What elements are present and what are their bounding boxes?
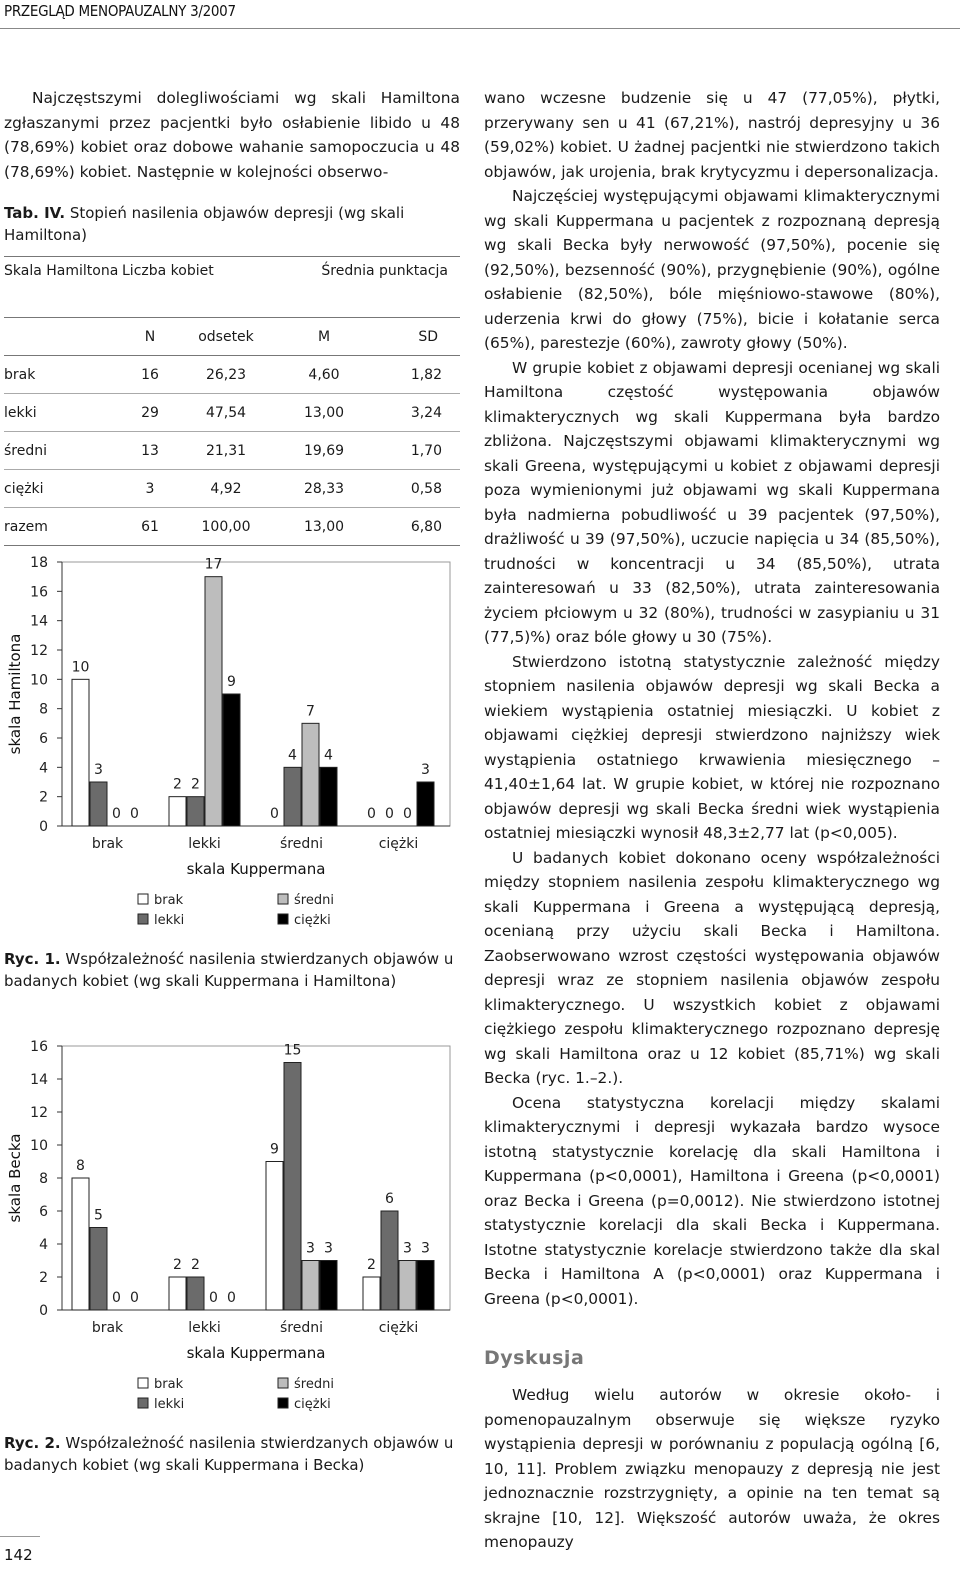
data-label: 10 <box>71 659 90 676</box>
data-label: 0 <box>209 1290 218 1306</box>
bar <box>169 1277 186 1310</box>
bar <box>187 797 204 826</box>
chart-1-container <box>4 548 460 992</box>
data-label: 2 <box>173 776 182 793</box>
legend-label: ciężki <box>294 913 331 928</box>
data-label: 0 <box>112 1290 121 1306</box>
x-tick-label: ciężki <box>378 1320 419 1336</box>
subheader-m: M <box>274 318 374 356</box>
legend-label: średni <box>294 1377 334 1392</box>
data-label: 0 <box>403 806 412 822</box>
bar <box>90 782 107 826</box>
row-m: 28,33 <box>274 470 374 508</box>
chart-1 <box>4 548 460 938</box>
table-row <box>4 394 460 432</box>
depression-table <box>4 257 460 546</box>
journal-title: PRZEGLĄD MENOPAUZALNY 3/2007 <box>4 2 236 20</box>
right-paragraph: Ocena statystyczna korelacji między skalami klimakterycznymi i depresji wykazała bardzo wysoce istotną statystycznie korelację dla skali Hamiltona i Kuppermana (p<0,0001), Hamiltona i Greena (p<0,0001) oraz Becka i Greena (p=0,0012). Nie stwierdzono istotnej statystycznie korelacji dla skali Becka i Kuppermana. Istotne statystycznie korelacje stwierdzono także dla skal Becka i Hamiltona A (p<0,0001) oraz Kuppermana i Greena (p<0,0001). <box>484 1093 940 1308</box>
data-label: 9 <box>227 674 236 690</box>
y-tick-label: 0 <box>39 1303 48 1319</box>
data-label: 5 <box>94 1207 103 1224</box>
y-tick-label: 6 <box>39 731 48 747</box>
data-label: 6 <box>385 1191 394 1207</box>
data-label: 8 <box>76 1158 85 1174</box>
right-paragraph: Najczęściej występującymi objawami klimakterycznymi wg skali Kuppermana u pacjentek z rozpoznaną depresją wg skali Becka były nerwowość (97,50%), pocenie się (92,50%), bezsenność (90%), przygnębienie (90%), ogólne osłabienie (82,50%), bóle mięśniowo-stawowe (80%), uderzenia krwi do głowy (75%), bicie i kołatanie serca (65%), parestezje (60%), zawroty głowy (50%). <box>484 187 940 352</box>
discussion-paragraph: Według wielu autorów w okresie około- i pomenopauzalnym obserwuje się większe ryzyko wystąpienia depresji w porównaniu z populacją ogólną [6, 10, 11]. Problem związku menopauzy z depresją nie jest jednoznacznie rozstrzygnięty, a opinie na ten temat są skrajne [10, 12]. Większość autorów uważa, że okres menopauzy <box>484 1386 940 1551</box>
data-label: 3 <box>324 1240 333 1257</box>
y-tick-label: 10 <box>30 672 48 689</box>
legend-swatch <box>278 1398 288 1408</box>
legend-label: średni <box>294 893 334 908</box>
table-row <box>4 470 460 508</box>
subheader-n: N <box>122 318 178 356</box>
row-label: lekki <box>4 394 122 432</box>
legend-swatch <box>278 894 288 904</box>
x-tick-label: średni <box>279 1320 324 1336</box>
x-tick-label: brak <box>91 1320 124 1336</box>
x-tick-label: ciężki <box>378 836 419 852</box>
table-caption-text: Stopień nasilenia objawów depresji (wg skali Hamiltona) <box>4 204 405 244</box>
row-m: 13,00 <box>274 394 374 432</box>
section-heading: Dyskusja <box>484 1347 585 1369</box>
legend-swatch <box>278 1378 288 1388</box>
chart-2-caption-label: Ryc. 2. <box>4 1434 61 1452</box>
table-caption <box>4 202 460 246</box>
row-n: 13 <box>122 432 178 470</box>
table-row <box>4 356 460 394</box>
bar <box>399 1261 416 1311</box>
data-label: 3 <box>403 1240 412 1257</box>
legend-label: lekki <box>154 1397 185 1412</box>
y-tick-label: 12 <box>30 643 48 659</box>
footer-rule <box>0 1536 40 1537</box>
data-label: 3 <box>306 1240 315 1257</box>
y-tick-label: 2 <box>39 1270 48 1286</box>
row-n: 29 <box>122 394 178 432</box>
row-sd: 0,58 <box>374 470 460 508</box>
y-tick-label: 14 <box>30 613 48 630</box>
bar <box>90 1228 107 1311</box>
row-pct: 4,92 <box>178 470 274 508</box>
y-tick-label: 6 <box>39 1204 48 1220</box>
row-n: 3 <box>122 470 178 508</box>
y-tick-label: 16 <box>30 584 48 601</box>
row-label: razem <box>4 508 122 546</box>
legend-label: ciężki <box>294 1397 331 1412</box>
subheader-sd: SD <box>374 318 460 356</box>
row-n: 16 <box>122 356 178 394</box>
bar <box>417 782 434 826</box>
page-header <box>0 0 960 29</box>
data-label: 2 <box>191 776 200 793</box>
chart-2 <box>4 1032 460 1422</box>
chart-1-caption-label: Ryc. 1. <box>4 950 61 968</box>
table-subheader-row <box>4 318 460 356</box>
y-tick-label: 16 <box>30 1039 48 1055</box>
row-sd: 1,70 <box>374 432 460 470</box>
row-pct: 47,54 <box>178 394 274 432</box>
bar <box>320 1261 337 1311</box>
bar <box>302 723 319 826</box>
data-label: 17 <box>204 556 223 573</box>
data-label: 0 <box>130 1290 139 1306</box>
chart-1-caption <box>4 948 460 992</box>
right-column <box>484 86 940 1555</box>
legend-swatch <box>138 1378 148 1388</box>
y-tick-label: 18 <box>30 555 48 571</box>
y-tick-label: 8 <box>39 1171 48 1187</box>
data-label: 4 <box>324 747 333 764</box>
data-label: 0 <box>385 806 394 822</box>
data-label: 2 <box>367 1257 376 1273</box>
y-tick-label: 12 <box>30 1105 48 1121</box>
row-n: 61 <box>122 508 178 546</box>
legend-swatch <box>278 914 288 924</box>
header-scale: Skala Hamiltona <box>4 257 122 318</box>
table-row <box>4 432 460 470</box>
data-label: 2 <box>173 1257 182 1273</box>
data-label: 4 <box>288 747 297 764</box>
right-paragraph: W grupie kobiet z objawami depresji ocenianej wg skali Hamiltona częstość występowania objawów klimakterycznych wg skali Kuppermana była bardzo zbliżona. Najczęstszymi objawami klimakterycznymi wg skali Greena, występującymi u kobiet z objawami depresji poza wymienionymi już objawami wg skali Kuppermana była nadmierna pobudliwość u 39 pacjentek (97,50%), drażliwość u 39 (97,50%), uczucie napięcia u 34 (85,50%), trudności w koncentracji u 34 (85,50%), utrata zainteresowań u 33 (82,50%), utrata zainteresowania życiem płciowym u 32 (80%), trudności w zasypianiu u 31 (77,5)%) oraz bóle głowy u 30 (75%). <box>484 358 940 646</box>
row-pct: 100,00 <box>178 508 274 546</box>
chart-1-caption-text: Współzależność nasilenia stwierdzanych objawów u badanych kobiet (wg skali Kuppermana i Hamiltona) <box>4 950 454 990</box>
x-tick-label: brak <box>91 836 124 852</box>
row-pct: 21,31 <box>178 432 274 470</box>
bar <box>187 1277 204 1310</box>
table-caption-label: Tab. IV. <box>4 204 66 222</box>
data-label: 3 <box>421 1240 430 1257</box>
x-tick-label: średni <box>279 836 324 852</box>
legend-label: brak <box>154 893 184 908</box>
bar <box>381 1211 398 1310</box>
y-tick-label: 8 <box>39 701 48 718</box>
y-tick-label: 0 <box>39 819 48 835</box>
data-label: 0 <box>270 806 279 822</box>
y-tick-label: 14 <box>30 1072 48 1088</box>
chart-2-container <box>4 1032 460 1476</box>
data-label: 0 <box>130 806 139 822</box>
y-axis-label: skala Hamiltona <box>6 633 24 755</box>
bar <box>223 694 240 826</box>
table-row <box>4 508 460 546</box>
y-tick-label: 2 <box>39 789 48 806</box>
bar <box>169 797 186 826</box>
data-label: 0 <box>112 806 121 822</box>
right-paragraph: U badanych kobiet dokonano oceny współzależności między stopniem nasilenia zespołu klimakterycznego wg skali Kuppermana i Greena a występującą depresją, ocenianą przy użyciu skali Becka i Hamiltona. Zaobserwowano wzrost częstości występowania objawów depresji wraz ze stopniem nasilenia objawów zespołu klimakterycznego. U wszystkich kobiet z objawami ciężkiego zespołu klimakterycznego rozpoznano depresję wg skali Hamiltona oraz u 12 kobiet (85,71%) wg skali Becka (ryc. 1.–2.). <box>484 848 940 1087</box>
row-sd: 6,80 <box>374 508 460 546</box>
data-label: 0 <box>227 1290 236 1306</box>
x-tick-label: lekki <box>188 1320 221 1336</box>
right-paragraph: Stwierdzono istotną statystycznie zależność między stopniem nasilenia objawów depresji wg skali Becka a wiekiem wystąpienia ostatniej miesiączki. U kobiet z objawami ciężkiej depresji stwierdzono najniższy wiek wystąpienia ostatniego krwawienia miesięcznego – 41,40±1,64 lat. W grupie kobiet, w której nie rozpoznano objawów depresji wg skali Becka średni wiek wystąpienia ostatniej miesiączki wynosił 48,3±2,77 lat (p<0,005). <box>484 652 940 842</box>
row-pct: 26,23 <box>178 356 274 394</box>
bar <box>320 767 337 826</box>
row-m: 13,00 <box>274 508 374 546</box>
y-axis-label: skala Becka <box>6 1133 24 1223</box>
legend-swatch <box>138 894 148 904</box>
y-tick-label: 4 <box>39 760 48 777</box>
page-number: 142 <box>4 1546 33 1564</box>
chart-2-caption <box>4 1432 460 1476</box>
row-m: 4,60 <box>274 356 374 394</box>
bar <box>417 1261 434 1311</box>
bar <box>363 1277 380 1310</box>
row-label: ciężki <box>4 470 122 508</box>
bar <box>284 1063 301 1311</box>
row-label: średni <box>4 432 122 470</box>
x-tick-label: lekki <box>188 836 221 852</box>
data-label: 15 <box>283 1042 302 1059</box>
y-tick-label: 10 <box>30 1138 48 1154</box>
data-label: 0 <box>367 806 376 822</box>
chart-2-caption-text: Współzależność nasilenia stwierdzanych objawów u badanych kobiet (wg skali Kuppermana i Becka) <box>4 1434 454 1474</box>
legend-label: brak <box>154 1377 184 1392</box>
data-label: 2 <box>191 1257 200 1273</box>
data-label: 3 <box>421 762 430 778</box>
legend-swatch <box>138 914 148 924</box>
bar <box>205 577 222 826</box>
y-tick-label: 4 <box>39 1237 48 1253</box>
bar <box>284 767 301 826</box>
bar <box>266 1162 283 1311</box>
table-header-row <box>4 257 460 318</box>
left-column <box>4 86 460 546</box>
row-sd: 3,24 <box>374 394 460 432</box>
row-m: 19,69 <box>274 432 374 470</box>
row-sd: 1,82 <box>374 356 460 394</box>
bar <box>72 679 89 826</box>
right-paragraph: wano wczesne budzenie się u 47 (77,05%), płytki, przerywany sen u 41 (67,21%), nastrój depresyjny u 36 (59,02%) kobiet. U żadnej pacjentki nie stwierdzono takich objawów, jak urojenia, brak krytycyzmu i depersonalizacja. <box>484 89 940 181</box>
header-mean: Średnia punktacja <box>274 257 460 318</box>
x-axis-label: skala Kuppermana <box>186 1344 326 1362</box>
subheader-pct: odsetek <box>178 318 274 356</box>
data-label: 9 <box>270 1141 279 1158</box>
legend-label: lekki <box>154 913 185 928</box>
bar <box>72 1178 89 1310</box>
left-intro-paragraph: Najczęstszymi dolegliwościami wg skali Hamiltona zgłaszanymi przez pacjentki było osłabienie libido u 48 (78,69%) kobiet oraz dobowe wahanie samopoczucia u 48 (78,69%) kobiet. Następnie w kolejności obserwo- <box>4 89 460 181</box>
data-label: 3 <box>94 762 103 778</box>
header-count: Liczba kobiet <box>122 257 274 318</box>
data-label: 7 <box>306 703 315 720</box>
legend-swatch <box>138 1398 148 1408</box>
bar <box>302 1261 319 1311</box>
row-label: brak <box>4 356 122 394</box>
x-axis-label: skala Kuppermana <box>186 860 326 878</box>
plot-frame <box>62 562 450 826</box>
